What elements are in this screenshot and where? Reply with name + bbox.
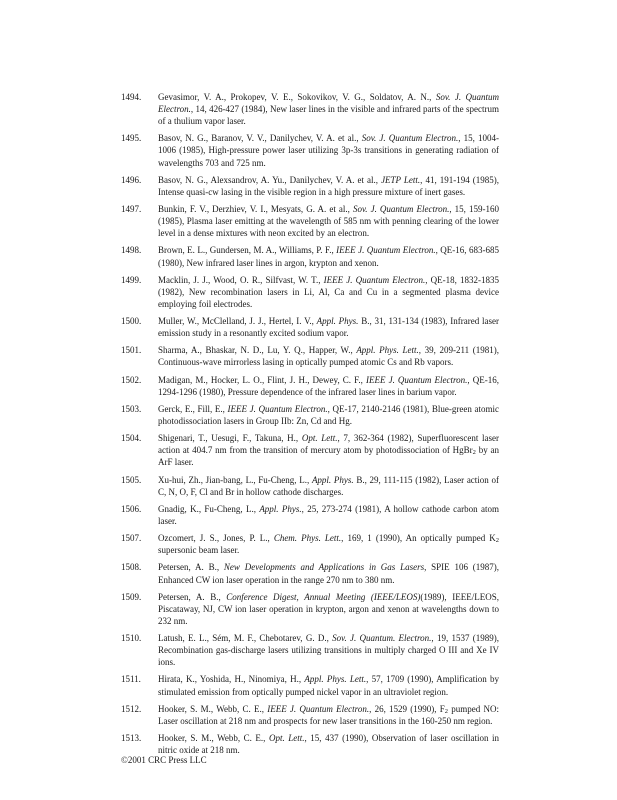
text-run: Shigenari, T., Uesugi, F., Takuna, H., — [158, 433, 302, 444]
reference-list — [0, 91, 617, 761]
text-run: Gnadig, K., Fu-Cheng, L., — [158, 503, 260, 514]
journal-title: IEEE J. Quantum Electron. — [336, 245, 436, 256]
text-run: Gevasimor, V. A., Prokopev, V. E., Sokovikov, V. G., Soldatov, A. N., — [158, 92, 436, 102]
reference-text — [158, 474, 499, 498]
reference-text — [158, 344, 499, 368]
reference-entry — [0, 561, 617, 585]
text-run: , QE-16, 683-685 (1980), New infrared laser lines in argon, krypton and xenon. — [158, 245, 499, 268]
text-run: B., 29, 111-115 (1982), Laser action of C, N, O, F, Cl and Br in hollow cathode discharges. — [158, 474, 500, 497]
text-run: pumped NO: Laser oscillation at 218 nm and prospects for new laser transitions in the 160-250 nm region. — [158, 703, 500, 726]
text-run: , 39, 209-211 (1981), Continuous-wave mirrorless lasing in optically pumped atomic Cs and Rb vapors. — [158, 345, 499, 368]
journal-title: Appl. Phys. — [316, 316, 359, 327]
subscript: 2 — [444, 707, 449, 715]
text-run: , SPIE 106 (1987), Enhanced CW ion laser operation in the range 270 nm to 380 nm. — [158, 562, 500, 585]
text-run: Hooker, S. M., Webb, C. E., — [158, 703, 268, 714]
reference-entry — [0, 703, 617, 727]
reference-entry — [0, 432, 617, 468]
text-run: , 25, 273-274 (1981), A hollow cathode carbon atom laser. — [158, 503, 499, 526]
text-run: , 15, 159-160 (1985), Plasma laser emitting at the wavelength of 585 nm with penning clearing of the lower level in a dense mixtures with neon excited by an electron. — [158, 204, 499, 239]
reference-number: 1504. — [121, 433, 142, 444]
text-run: , 15, 437 (1990), Observation of laser oscillation in nitric oxide at 218 nm. — [158, 733, 499, 756]
text-run: B., 31, 131-134 (1983), Infrared laser emission study in a resonantly excited sodium vapor. — [158, 316, 499, 339]
reference-entry — [0, 632, 617, 668]
text-run: Madigan, M., Hocker, L. O., Flint, J. H., Dewey, C. F., — [158, 374, 367, 385]
reference-text — [158, 673, 499, 697]
reference-number: 1499. — [121, 274, 142, 285]
journal-title: IEEE J. Quantum Electron. — [227, 403, 328, 414]
subscript: 2 — [472, 449, 476, 457]
reference-entry — [0, 374, 617, 398]
reference-number: 1508. — [121, 562, 142, 573]
text-run: , 15, 1004-1006 (1985), High-pressure power laser utilizing 3p-3s transitions in generating radiation of wavelengths 703 and 725 nm. — [158, 133, 499, 168]
reference-number: 1512. — [121, 703, 142, 714]
reference-number: 1498. — [121, 245, 142, 256]
text-run: , 57, 1709 (1990), Amplification by stimulated emission from optically pumped nickel vapor in an ultraviolet region. — [158, 674, 499, 697]
reference-entry — [0, 174, 617, 198]
reference-entry — [0, 203, 617, 239]
reference-number: 1501. — [121, 345, 142, 356]
text-run: , 19, 1537 (1989), Recombination gas-discharge lasers utilizing transitions in multiply charged O III and Xe IV ions. — [158, 633, 499, 668]
copyright-footer: ©2001 CRC Press LLC — [121, 755, 207, 765]
subscript: 2 — [495, 537, 500, 545]
text-run: Gerck, E., Fill, E., — [158, 403, 228, 414]
reference-number: 1495. — [121, 133, 142, 144]
reference-number: 1510. — [121, 633, 142, 644]
reference-entry — [0, 403, 617, 427]
reference-number: 1513. — [121, 733, 142, 743]
reference-text — [158, 315, 499, 339]
reference-entry — [0, 244, 617, 268]
journal-title: Opt. Lett. — [268, 733, 305, 743]
journal-title: Appl. Phys. — [259, 503, 302, 514]
reference-text — [158, 132, 499, 168]
journal-title: IEEE J. Quantum Electron. — [366, 374, 468, 385]
reference-entry — [0, 132, 617, 168]
reference-entry — [0, 344, 617, 368]
reference-text — [158, 703, 499, 727]
text-run: , 41, 191-194 (1985), Intense quasi-cw lasing in the visible region in a high pressure mixture of inert gases. — [158, 174, 499, 197]
reference-text — [158, 503, 499, 527]
journal-title: Appl. Phys. Lett. — [304, 674, 367, 685]
journal-title: Chem. Phys. Lett. — [273, 533, 342, 544]
journal-title: Appl. Phys. Lett. — [356, 345, 419, 356]
reference-entry — [0, 532, 617, 556]
reference-text — [158, 403, 499, 427]
text-run: Xu-hui, Zh., Jian-bang, L., Fu-Cheng, L., — [158, 474, 312, 485]
text-run: , 7, 362-364 (1982), Superfluorescent laser action at 404.7 nm from the transition of mercury atom by photodissociation of HgBr — [158, 433, 499, 456]
reference-text — [158, 732, 499, 756]
reference-text — [158, 591, 499, 627]
text-run: supersonic beam laser. — [158, 545, 240, 556]
text-run: , QE-16, 1294-1296 (1980), Pressure dependence of the infrared laser lines in barium vapor. — [158, 374, 500, 397]
text-run: , 169, 1 (1990), An optically pumped K — [341, 533, 496, 544]
text-run: Ozcomert, J. S., Jones, P. L., — [158, 533, 274, 544]
text-run: Latush, E. L., Sém, M. F., Chebotarev, G. D., — [158, 633, 333, 644]
text-run: Hooker, S. M., Webb, C. E., — [158, 733, 269, 743]
text-run: by an ArF laser. — [158, 445, 499, 468]
text-run: , 26, 1529 (1990), F — [369, 703, 445, 714]
reference-number: 1494. — [121, 92, 142, 102]
reference-number: 1506. — [121, 503, 142, 514]
text-run: Muller, W., McClelland, J. J., Hertel, I. V., — [158, 316, 317, 327]
reference-text — [158, 632, 499, 668]
reference-number: 1509. — [121, 591, 142, 602]
journal-title: Sov. J. Quantum Electron. — [361, 133, 459, 144]
reference-text — [158, 174, 499, 198]
text-run: , 14, 426-427 (1984), New laser lines in the visible and infrared parts of the spectrum of a thulium vapor laser. — [158, 104, 499, 127]
reference-number: 1503. — [121, 403, 142, 414]
journal-title: Sov. J. Quantum Electron. — [352, 204, 450, 215]
reference-entry — [0, 673, 617, 697]
text-run: , QE-17, 2140-2146 (1981), Blue-green atomic photodissociation lasers in Group IIb: Zn, Cd and Hg. — [158, 403, 500, 426]
journal-title: Opt. Lett. — [301, 433, 338, 444]
reference-number: 1505. — [121, 474, 142, 485]
journal-title: IEEE J. Quantum Electron. — [267, 703, 370, 714]
text-run: Petersen, A. B., — [158, 562, 224, 573]
journal-title: Sov. J. Quantum. Electron. — [332, 633, 432, 644]
reference-number: 1500. — [121, 316, 142, 327]
journal-title: IEEE J. Quantum Electron. — [323, 274, 426, 285]
reference-text — [158, 203, 499, 239]
text-run: , QE-18, 1832-1835 (1982), New recombination lasers in Li, Al, Ca and Cu in a segmented plasma device employing foil electrodes. — [158, 274, 500, 309]
text-run: Brown, E. L., Gundersen, M. A., Williams, P. F., — [158, 245, 337, 256]
reference-number: 1511. — [121, 674, 141, 685]
journal-title: New Developments and Applications in Gas Lasers — [223, 562, 425, 573]
text-run: (1989), IEEE/LEOS, Piscataway, NJ, CW ion laser operation in krypton, argon and xenon at wavelengths down to 232 nm. — [158, 591, 499, 626]
reference-text — [158, 374, 499, 398]
reference-number: 1497. — [121, 204, 142, 215]
reference-text — [158, 561, 499, 585]
journal-title: Appl. Phys. — [311, 474, 354, 485]
journal-title: Sov. J. Quantum Electron. — [158, 92, 499, 115]
reference-text — [158, 244, 499, 268]
text-run: Bunkin, F. V., Derzhiev, V. I., Mesyats, G. A. et al., — [158, 204, 353, 215]
reference-entry — [0, 315, 617, 339]
text-run: Sharma, A., Bhaskar, N. D., Lu, Y. Q., Happer, W., — [158, 345, 357, 356]
text-run: Basov, N. G., Baranov, V. V., Danilychev, V. A. et al., — [158, 133, 362, 144]
reference-entry — [0, 591, 617, 627]
reference-text — [158, 532, 499, 556]
reference-entry — [0, 274, 617, 310]
text-run: Petersen, A. B., — [158, 591, 227, 602]
text-run: Basov, N. G., Alexsandrov, A. Yu., Danilychev, V. A. et al., — [158, 174, 382, 185]
journal-title: JETP Lett. — [381, 174, 421, 185]
reference-number: 1502. — [121, 374, 142, 385]
journal-title: Conference Digest, Annual Meeting (IEEE/LEOS) — [226, 591, 421, 602]
reference-entry — [0, 91, 617, 127]
reference-text — [158, 274, 499, 310]
reference-number: 1507. — [121, 533, 142, 544]
reference-entry — [0, 503, 617, 527]
reference-text — [158, 432, 499, 468]
reference-entry — [0, 474, 617, 498]
reference-text — [158, 91, 499, 127]
text-run: Macklin, J. J., Wood, O. R., Silfvast, W. T., — [158, 274, 324, 285]
reference-number: 1496. — [121, 174, 142, 185]
reference-entry — [0, 732, 617, 756]
text-run: Hirata, K., Yoshida, H., Ninomiya, H., — [158, 674, 305, 685]
